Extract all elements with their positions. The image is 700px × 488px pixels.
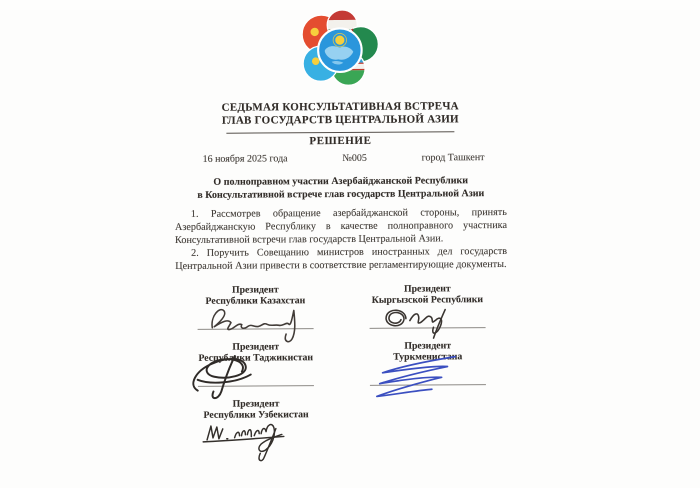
document-subject: [175, 174, 507, 202]
signatory-title: Президент: [232, 341, 280, 353]
signature-area: [175, 307, 335, 334]
signatory-country: Республики Узбекистан: [203, 409, 309, 421]
signature-area: [347, 306, 507, 333]
signatory-country: Республики Казахстан: [205, 295, 306, 307]
uzbekistan-president-signature: [197, 415, 315, 468]
tajikistan-president-signature: [184, 348, 302, 403]
globe-icon: [318, 28, 362, 72]
kazakhstan-president-signature: [196, 299, 314, 344]
scanned-document-page: [0, 10, 700, 488]
document-title-line2: ГЛАВ ГОСУДАРСТВ ЦЕНТРАЛЬНОЙ АЗИИ: [221, 113, 459, 127]
signatory-title: Президент: [232, 398, 280, 410]
signatory-title: Президент: [403, 283, 451, 295]
document-meta-row: [175, 152, 507, 165]
document-place: город Ташкент: [421, 152, 485, 164]
signature-area: [348, 363, 508, 390]
body-paragraph-1: 1. Рассмотрев обращение азербайджанской стороны, принять Азербайджанскую Республику в качестве полноправного участника Консультативной встречи глав государств Центральной Азии.: [174, 206, 507, 247]
document-number: №005: [342, 152, 367, 164]
signature-area: [176, 364, 336, 391]
signature-section: [175, 283, 508, 456]
signatory-title: Президент: [231, 284, 279, 296]
document-subject-line1: О полноправном участии Азербайджанской Республики: [213, 175, 469, 188]
body-paragraph-2: 2. Поручить Совещанию министров иностранных дел государств Центральной Азии привести в соответствие регламентирующие документы.: [175, 245, 508, 273]
signature-block-uzbekistan: [176, 398, 336, 456]
document-type-label: РЕШЕНИЕ: [309, 134, 372, 148]
document-subject-line2: в Консультативной встрече глав государств Центральной Азии: [197, 188, 485, 201]
signatory-country: Республики Таджикистан: [198, 352, 314, 364]
signature-block-turkmenistan: [348, 340, 508, 390]
signatory-title: Президент: [404, 340, 452, 352]
kyrgyzstan-president-signature: [368, 296, 486, 343]
document-title: [174, 100, 506, 128]
document-date: 16 ноября 2025 года: [202, 153, 288, 165]
document-title-line1: СЕДЬМАЯ КОНСУЛЬТАТИВНАЯ ВСТРЕЧА: [221, 100, 459, 114]
signatory-country: Кыргызской Республики: [371, 294, 484, 306]
summit-emblem: [298, 10, 383, 98]
summit-emblem-icon: [298, 10, 382, 93]
signature-block-tajikistan: [176, 341, 336, 391]
signature-area: [176, 421, 336, 456]
turkmenistan-president-signature: [369, 349, 487, 404]
document-sheet: [174, 9, 509, 456]
document-body: [175, 206, 507, 273]
title-divider: [226, 131, 454, 133]
signature-block-kazakhstan: [175, 284, 335, 334]
signatory-country: Туркменистана: [393, 351, 463, 363]
signature-block-kyrgyzstan: [347, 283, 507, 333]
